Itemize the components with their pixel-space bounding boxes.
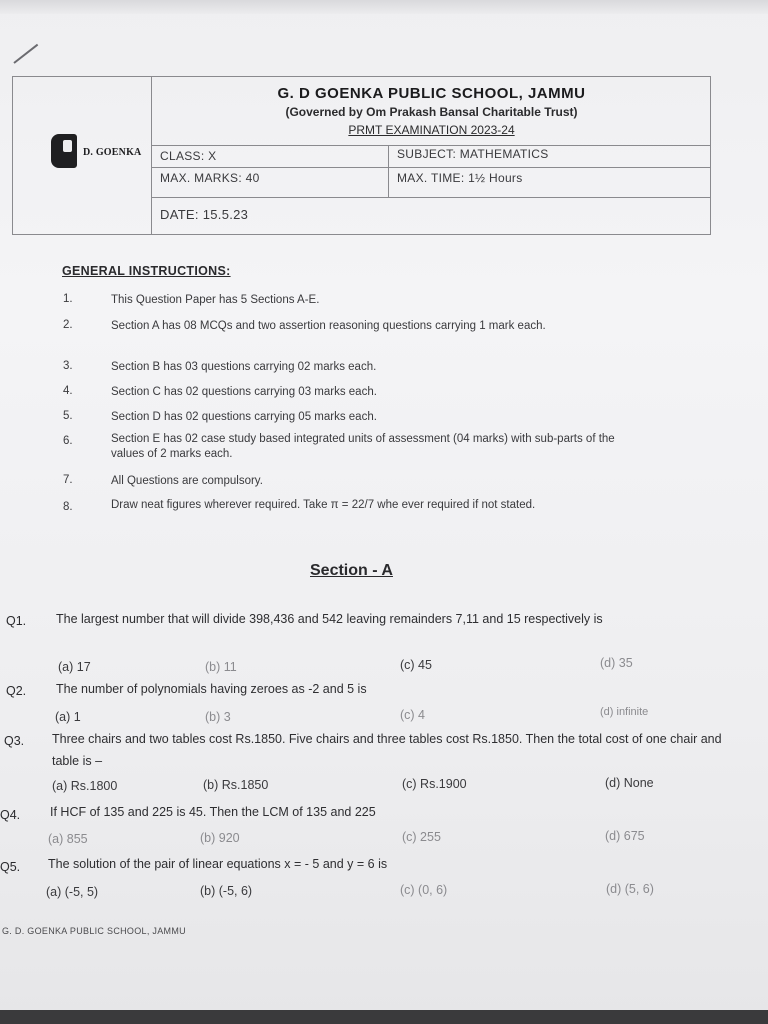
question-text: Three chairs and two tables cost Rs.1850. Five chairs and three tables cost Rs.1850. Then the total cost of one chair and table is – (52, 732, 722, 768)
question-text: The largest number that will divide 398,436 and 542 leaving remainders 7,11 and 15 respectively is (56, 612, 603, 626)
question-text: The number of polynomials having zeroes as -2 and 5 is (56, 682, 367, 696)
divider (151, 197, 710, 198)
divider (151, 167, 710, 168)
divider (151, 145, 710, 146)
option-a: (a) 1 (55, 710, 81, 724)
instruction-number: 3. (63, 360, 73, 372)
instruction-number: 6. (63, 435, 73, 447)
question-text: If HCF of 135 and 225 is 45. Then the LCM of 135 and 225 (50, 805, 376, 819)
option-b: (b) 3 (205, 710, 231, 724)
instruction-text: Draw neat figures wherever required. Take π = 22/7 whe ever required if not stated. (111, 499, 536, 511)
divider (388, 145, 389, 197)
option-c: (c) 4 (400, 708, 425, 722)
option-d: (d) (5, 6) (606, 882, 654, 896)
instruction-text: All Questions are compulsory. (111, 475, 263, 487)
pen-mark (13, 44, 38, 64)
school-logo-icon (51, 134, 146, 174)
logo-g-icon (51, 134, 77, 168)
option-a: (a) 855 (48, 832, 88, 846)
instruction-text: This Question Paper has 5 Sections A-E. (111, 294, 320, 306)
page-footer: G. D. GOENKA PUBLIC SCHOOL, JAMMU (2, 926, 186, 936)
instruction-text: Section E has 02 case study based integrated units of assessment (04 marks) with sub-parts of the values of 2 marks each. (111, 433, 615, 460)
class-field: CLASS: X (160, 149, 217, 163)
option-c: (c) (0, 6) (400, 883, 448, 897)
question-number: Q2. (6, 684, 27, 698)
max-time-field: MAX. TIME: 1½ Hours (397, 171, 523, 185)
question-text: The solution of the pair of linear equations x = - 5 and y = 6 is (48, 857, 388, 871)
exam-title: PRMT EXAMINATION 2023-24 (348, 123, 515, 137)
instruction-text: Section C has 02 questions carrying 03 marks each. (111, 386, 377, 398)
option-d: (d) None (605, 776, 654, 790)
question-number: Q3. (4, 734, 25, 748)
top-edge (0, 0, 768, 14)
option-b: (b) (-5, 6) (200, 884, 253, 898)
instruction-text: Section D has 02 questions carrying 05 marks each. (111, 411, 377, 423)
instruction-number: 8. (63, 501, 73, 513)
logo-text: D. GOENKA (83, 147, 142, 158)
instruction-text: Section B has 03 questions carrying 02 marks each. (111, 361, 377, 373)
option-d: (d) 35 (600, 656, 633, 670)
instruction-number: 1. (63, 293, 73, 305)
question-number: Q4. (0, 808, 21, 822)
instruction-number: 4. (63, 385, 73, 397)
instruction-number: 7. (63, 474, 73, 486)
option-c: (c) 45 (400, 658, 432, 672)
option-d: (d) 675 (605, 829, 645, 843)
question-number: Q5. (0, 860, 21, 874)
option-a: (a) Rs.1800 (52, 779, 118, 793)
option-a: (a) (-5, 5) (46, 885, 99, 899)
header-table (12, 76, 711, 235)
school-name: G. D GOENKA PUBLIC SCHOOL, JAMMU (277, 85, 586, 102)
max-marks-field: MAX. MARKS: 40 (160, 171, 260, 185)
option-d: (d) infinite (600, 706, 649, 718)
option-c: (c) Rs.1900 (402, 777, 467, 791)
option-c: (c) 255 (402, 830, 441, 844)
instruction-text: Section A has 08 MCQs and two assertion reasoning questions carrying 1 mark each. (111, 320, 546, 332)
question-number: Q1. (6, 614, 27, 628)
instructions-title: GENERAL INSTRUCTIONS: (62, 264, 231, 278)
logo-cell (13, 77, 152, 234)
bottom-edge (0, 1010, 768, 1024)
option-a: (a) 17 (58, 660, 91, 674)
date-field: DATE: 15.5.23 (160, 207, 249, 222)
section-title: Section - A (310, 562, 393, 579)
instruction-number: 2. (63, 319, 73, 331)
subject-field: SUBJECT: MATHEMATICS (397, 147, 549, 161)
instruction-number: 5. (63, 410, 73, 422)
governed-by: (Governed by Om Prakash Bansal Charitable Trust) (285, 105, 578, 119)
option-b: (b) Rs.1850 (203, 778, 269, 792)
option-b: (b) 920 (200, 831, 240, 845)
option-b: (b) 11 (205, 660, 237, 674)
